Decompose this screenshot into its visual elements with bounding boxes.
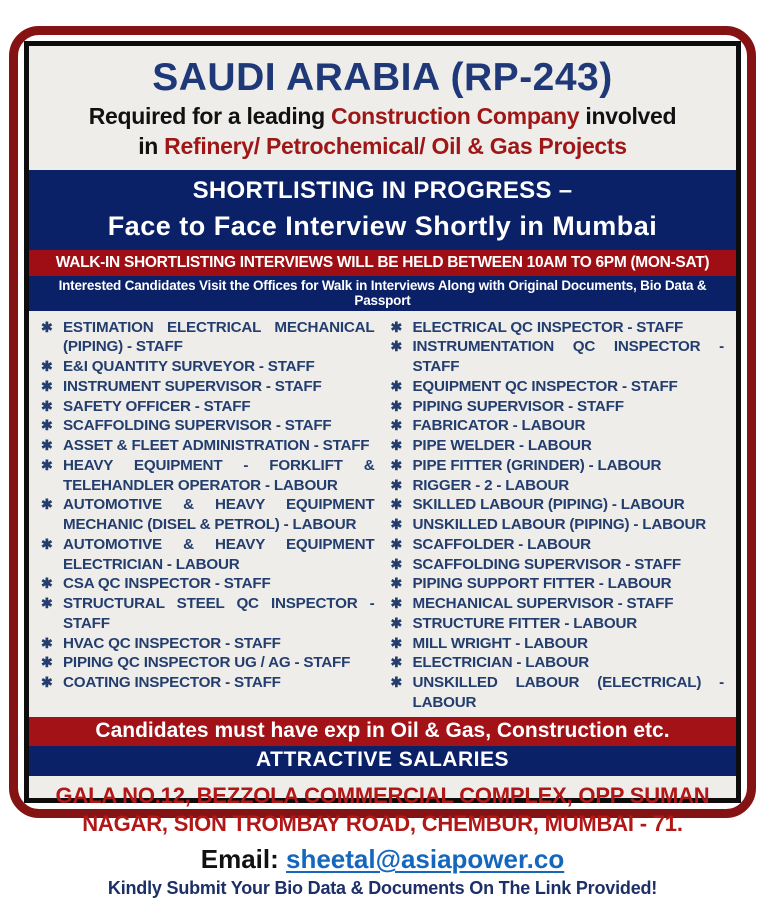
star-bullet-icon: ✱ xyxy=(390,318,403,335)
email-row xyxy=(29,841,736,876)
job-item xyxy=(387,337,727,377)
job-title: PIPING SUPERVISOR - STAFF xyxy=(412,397,624,415)
star-bullet-icon: ✱ xyxy=(41,654,53,671)
job-title: ESTIMATION ELECTRICAL MECHANICAL (PIPING) - STAFF xyxy=(63,318,375,356)
job-title: PIPING SUPPORT FITTER - LABOUR xyxy=(412,575,672,593)
poster-outer-red-border xyxy=(9,26,756,898)
job-column-left xyxy=(37,318,377,713)
star-bullet-icon: ✱ xyxy=(390,516,403,533)
address-line-1: GALA NO.12, BEZZOLA COMMERCIAL COMPLEX, OPP SUMAN xyxy=(55,782,710,808)
job-item xyxy=(387,535,727,555)
poster-inner-black-border xyxy=(24,41,741,898)
job-item xyxy=(37,634,377,654)
job-title: MILL WRIGHT - LABOUR xyxy=(412,634,588,652)
job-item xyxy=(37,673,377,693)
submit-note: Kindly Submit Your Bio Data & Documents On The Link Provided! xyxy=(107,877,658,898)
job-title: PIPING QC INSPECTOR UG / AG - STAFF xyxy=(63,654,351,672)
job-title: PIPE FITTER (GRINDER) - LABOUR xyxy=(412,456,662,474)
job-title: SKILLED LABOUR (PIPING) - LABOUR xyxy=(412,496,685,514)
job-column-right xyxy=(387,318,727,713)
star-bullet-icon: ✱ xyxy=(41,456,53,473)
job-title: E&I QUANTITY SURVEYOR - STAFF xyxy=(63,358,315,376)
job-item xyxy=(387,673,727,713)
job-title: STRUCTURE FITTER - LABOUR xyxy=(412,614,637,632)
job-item xyxy=(37,397,377,417)
star-bullet-icon: ✱ xyxy=(41,496,53,513)
star-bullet-icon: ✱ xyxy=(41,417,53,434)
job-item xyxy=(387,318,727,338)
star-bullet-icon: ✱ xyxy=(390,338,403,355)
star-bullet-icon: ✱ xyxy=(41,674,53,691)
star-bullet-icon: ✱ xyxy=(390,397,403,414)
job-item xyxy=(37,416,377,436)
subtitle-line-2 xyxy=(35,131,730,161)
job-item xyxy=(387,555,727,575)
walkin-banner: WALK-IN SHORTLISTING INTERVIEWS WILL BE HELD BETWEEN 10AM TO 6PM (MON-SAT) xyxy=(29,250,736,276)
star-bullet-icon: ✱ xyxy=(390,496,403,513)
subtitle-highlight-construction: Construction Company xyxy=(331,102,580,129)
address-block xyxy=(29,776,736,841)
star-bullet-icon: ✱ xyxy=(390,654,403,671)
job-title: AUTOMOTIVE & HEAVY EQUIPMENT MECHANIC (DISEL & PETROL) - LABOUR xyxy=(63,496,375,534)
job-item xyxy=(37,436,377,456)
star-bullet-icon: ✱ xyxy=(41,535,53,552)
job-title: PIPE WELDER - LABOUR xyxy=(412,437,592,455)
job-title: ELECTRICAL QC INSPECTOR - STAFF xyxy=(412,318,684,336)
job-item xyxy=(387,476,727,496)
job-item xyxy=(37,357,377,377)
subtitle-text: Required for a leading xyxy=(88,102,332,129)
job-item xyxy=(387,574,727,594)
title-block xyxy=(29,46,736,170)
email-link[interactable]: sheetal@asiapower.co xyxy=(285,843,565,874)
job-title: RIGGER - 2 - LABOUR xyxy=(412,476,570,494)
star-bullet-icon: ✱ xyxy=(41,318,53,335)
star-bullet-icon: ✱ xyxy=(390,595,403,612)
job-title: ASSET & FLEET ADMINISTRATION - STAFF xyxy=(63,437,370,455)
job-title: INSTRUMENT SUPERVISOR - STAFF xyxy=(63,377,322,395)
star-bullet-icon: ✱ xyxy=(390,377,403,394)
star-bullet-icon: ✱ xyxy=(41,358,53,375)
job-item xyxy=(37,535,377,575)
star-bullet-icon: ✱ xyxy=(390,614,403,631)
star-bullet-icon: ✱ xyxy=(41,437,53,454)
job-item xyxy=(387,653,727,673)
job-item xyxy=(387,594,727,614)
job-item xyxy=(387,456,727,476)
shortlisting-line-2: Face to Face Interview Shortly in Mumbai xyxy=(107,210,658,241)
job-title: CSA QC INSPECTOR - STAFF xyxy=(63,575,271,593)
star-bullet-icon: ✱ xyxy=(41,634,53,651)
job-title: COATING INSPECTOR - STAFF xyxy=(63,674,281,692)
job-title: AUTOMOTIVE & HEAVY EQUIPMENT ELECTRICIAN - LABOUR xyxy=(63,535,375,573)
job-item xyxy=(387,495,727,515)
job-item xyxy=(37,653,377,673)
job-item xyxy=(387,397,727,417)
job-item xyxy=(37,318,377,358)
star-bullet-icon: ✱ xyxy=(390,674,403,691)
experience-banner: Candidates must have exp in Oil & Gas, Construction etc. xyxy=(29,717,736,746)
job-title: UNSKILLED LABOUR (ELECTRICAL) - LABOUR xyxy=(412,674,724,711)
star-bullet-icon: ✱ xyxy=(390,456,403,473)
job-title: STRUCTURAL STEEL QC INSPECTOR - STAFF xyxy=(63,595,375,632)
shortlisting-banner xyxy=(29,170,736,250)
job-title: SCAFFOLDING SUPERVISOR - STAFF xyxy=(412,555,682,573)
star-bullet-icon: ✱ xyxy=(41,377,53,394)
salaries-banner: ATTRACTIVE SALARIES xyxy=(29,746,736,776)
star-bullet-icon: ✱ xyxy=(41,595,53,612)
job-item xyxy=(387,436,727,456)
subtitle-line-1 xyxy=(35,101,730,131)
job-title: EQUIPMENT QC INSPECTOR - STAFF xyxy=(412,377,678,395)
subtitle-highlight-projects: Refinery/ Petrochemical/ Oil & Gas Projects xyxy=(164,133,627,160)
star-bullet-icon: ✱ xyxy=(390,634,403,651)
job-title: HVAC QC INSPECTOR - STAFF xyxy=(63,634,281,652)
star-bullet-icon: ✱ xyxy=(390,476,403,493)
job-item xyxy=(37,574,377,594)
star-bullet-icon: ✱ xyxy=(390,535,403,552)
job-item xyxy=(37,377,377,397)
star-bullet-icon: ✱ xyxy=(390,555,403,572)
job-item xyxy=(387,614,727,634)
star-bullet-icon: ✱ xyxy=(390,417,403,434)
job-item xyxy=(37,456,377,496)
job-item xyxy=(387,634,727,654)
interested-candidates-strip: Interested Candidates Visit the Offices for Walk in Interviews Along with Original Documents, Bio Data & Passport xyxy=(29,276,736,311)
star-bullet-icon: ✱ xyxy=(390,437,403,454)
job-title: ELECTRICIAN - LABOUR xyxy=(412,654,590,672)
job-title: FABRICATOR - LABOUR xyxy=(412,417,586,435)
star-bullet-icon: ✱ xyxy=(390,575,403,592)
job-item xyxy=(37,594,377,634)
job-item xyxy=(387,377,727,397)
job-title: INSTRUMENTATION QC INSPECTOR - STAFF xyxy=(412,338,724,376)
shortlisting-line-1: SHORTLISTING IN PROGRESS – xyxy=(192,176,573,204)
job-item xyxy=(387,515,727,535)
email-label: Email: xyxy=(200,843,286,874)
star-bullet-icon: ✱ xyxy=(41,575,53,592)
job-item xyxy=(387,416,727,436)
job-title: HEAVY EQUIPMENT - FORKLIFT & TELEHANDLER OPERATOR - LABOUR xyxy=(63,456,375,494)
subtitle-text-tail: involved xyxy=(579,102,677,129)
job-title: MECHANICAL SUPERVISOR - STAFF xyxy=(412,595,674,613)
address-line-2: NAGAR, SION TROMBAY ROAD, CHEMBUR, MUMBAI - 71. xyxy=(82,811,683,837)
job-list-section xyxy=(29,311,736,717)
job-title: SAFETY OFFICER - STAFF xyxy=(63,397,251,415)
star-bullet-icon: ✱ xyxy=(41,397,53,414)
subtitle-text-in: in xyxy=(138,133,165,160)
job-title: UNSKILLED LABOUR (PIPING) - LABOUR xyxy=(412,516,707,534)
job-title: SCAFFOLDING SUPERVISOR - STAFF xyxy=(63,417,332,435)
page-title: SAUDI ARABIA (RP-243) xyxy=(152,56,613,99)
job-item xyxy=(37,495,377,535)
job-title: SCAFFOLDER - LABOUR xyxy=(412,535,591,553)
